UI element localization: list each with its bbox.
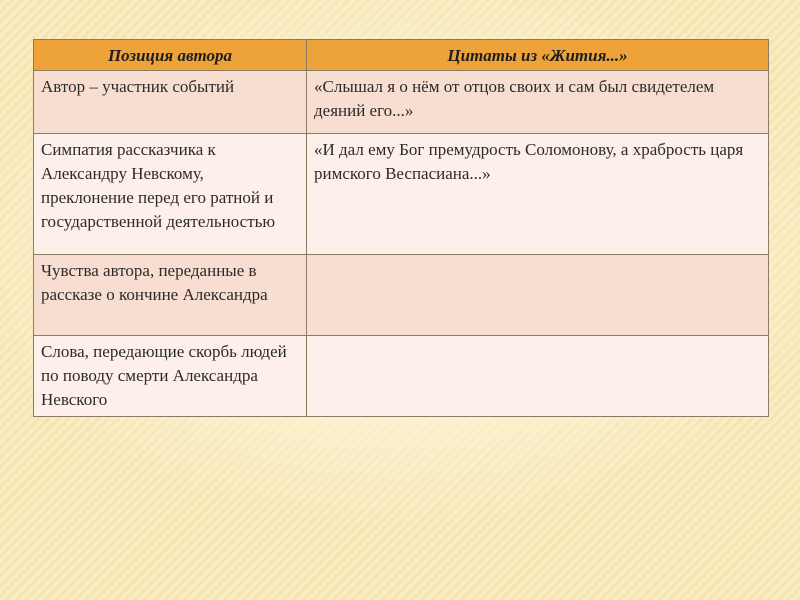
- table-header-row: [34, 40, 769, 71]
- table-row: [34, 336, 769, 417]
- cell-position: Слова, передающие скорбь людей по поводу смерти Александра Невского: [34, 336, 307, 417]
- cell-position: Симпатия рассказчика к Александру Невскому, преклонение перед его ратной и государственной деятельностью: [34, 134, 307, 255]
- cell-quote: «Слышал я о нём от отцов своих и сам был свидетелем деяний его...»: [307, 71, 769, 134]
- table-row: [34, 134, 769, 255]
- cell-quote: [307, 336, 769, 417]
- cell-position: Автор – участник событий: [34, 71, 307, 134]
- cell-position: Чувства автора, переданные в рассказе о кончине Александра: [34, 255, 307, 336]
- cell-quote: «И дал ему Бог премудрость Соломонову, а храбрость царя римского Веспасиана...»: [307, 134, 769, 255]
- quotes-table: [33, 39, 769, 417]
- cell-quote: [307, 255, 769, 336]
- header-quotes: Цитаты из «Жития...»: [307, 40, 769, 71]
- table-row: [34, 71, 769, 134]
- table-row: [34, 255, 769, 336]
- header-author-position: Позиция автора: [34, 40, 307, 71]
